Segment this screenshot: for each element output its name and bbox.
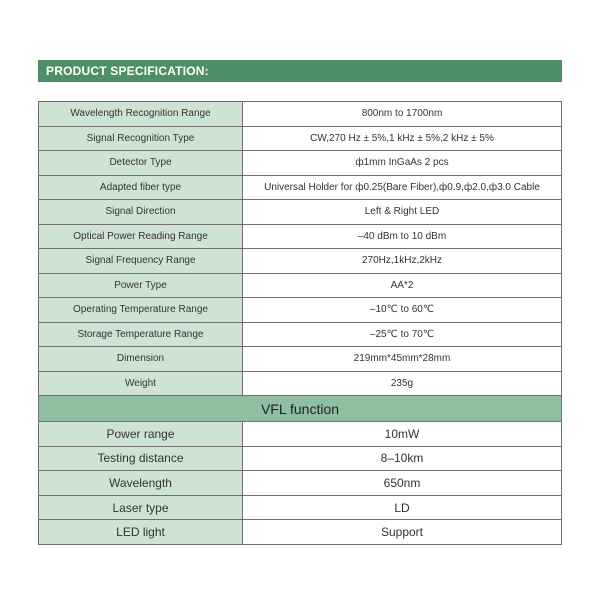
vfl-value: 8–10km bbox=[243, 446, 562, 471]
spec-label: Optical Power Reading Range bbox=[39, 224, 243, 249]
spec-label: Adapted fiber type bbox=[39, 175, 243, 200]
table-row bbox=[39, 520, 562, 545]
spec-label: Signal Frequency Range bbox=[39, 249, 243, 274]
table-row bbox=[39, 495, 562, 520]
vfl-label: LED light bbox=[39, 520, 243, 545]
spec-value: 219mm*45mm*28mm bbox=[243, 347, 562, 372]
section-header: PRODUCT SPECIFICATION: bbox=[38, 60, 562, 82]
table-row bbox=[39, 175, 562, 200]
spec-value: ф1mm InGaAs 2 pcs bbox=[243, 151, 562, 176]
spec-label: Storage Temperature Range bbox=[39, 322, 243, 347]
spec-value: –25℃ to 70℃ bbox=[243, 322, 562, 347]
spec-value: –10℃ to 60℃ bbox=[243, 298, 562, 323]
vfl-value: LD bbox=[243, 495, 562, 520]
table-row bbox=[39, 126, 562, 151]
vfl-section-title: VFL function bbox=[39, 396, 562, 422]
table-row bbox=[39, 422, 562, 447]
vfl-value: Support bbox=[243, 520, 562, 545]
table-row bbox=[39, 273, 562, 298]
table-row bbox=[39, 298, 562, 323]
table-row bbox=[39, 347, 562, 372]
spec-value: Universal Holder for ф0.25(Bare Fiber),ф0.9,ф2.0,ф3.0 Cable bbox=[243, 175, 562, 200]
table-row bbox=[39, 371, 562, 396]
spec-label: Weight bbox=[39, 371, 243, 396]
table-row bbox=[39, 224, 562, 249]
vfl-value: 650nm bbox=[243, 471, 562, 496]
table-row bbox=[39, 200, 562, 225]
table-row bbox=[39, 151, 562, 176]
vfl-label: Laser type bbox=[39, 495, 243, 520]
vfl-section-header-row bbox=[39, 396, 562, 422]
spec-value: Left & Right LED bbox=[243, 200, 562, 225]
spec-label: Dimension bbox=[39, 347, 243, 372]
spec-label: Signal Direction bbox=[39, 200, 243, 225]
table-row bbox=[39, 249, 562, 274]
spec-label: Power Type bbox=[39, 273, 243, 298]
spec-value: CW,270 Hz ± 5%,1 kHz ± 5%,2 kHz ± 5% bbox=[243, 126, 562, 151]
spec-label: Operating Temperature Range bbox=[39, 298, 243, 323]
table-row bbox=[39, 102, 562, 127]
spec-table bbox=[38, 101, 562, 545]
spec-value: –40 dBm to 10 dBm bbox=[243, 224, 562, 249]
spec-value: 235g bbox=[243, 371, 562, 396]
vfl-value: 10mW bbox=[243, 422, 562, 447]
spec-label: Detector Type bbox=[39, 151, 243, 176]
vfl-label: Power range bbox=[39, 422, 243, 447]
table-row bbox=[39, 322, 562, 347]
vfl-label: Testing distance bbox=[39, 446, 243, 471]
vfl-label: Wavelength bbox=[39, 471, 243, 496]
spec-label: Wavelength Recognition Range bbox=[39, 102, 243, 127]
table-row bbox=[39, 471, 562, 496]
table-row bbox=[39, 446, 562, 471]
spec-value: AA*2 bbox=[243, 273, 562, 298]
spec-value: 800nm to 1700nm bbox=[243, 102, 562, 127]
spec-label: Signal Recognition Type bbox=[39, 126, 243, 151]
spec-value: 270Hz,1kHz,2kHz bbox=[243, 249, 562, 274]
